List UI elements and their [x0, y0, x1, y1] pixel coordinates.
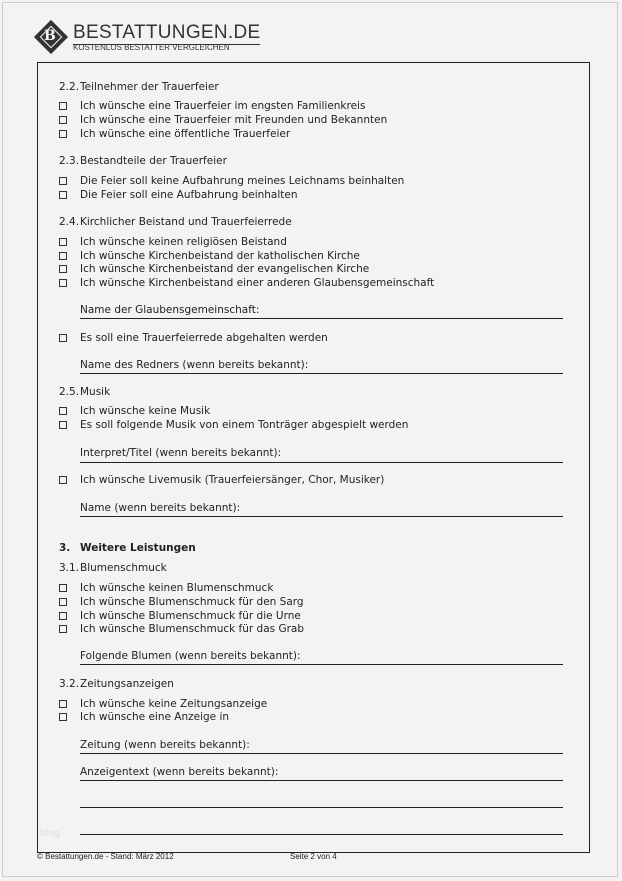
field-label: Interpret/Titel (wenn bereits bekannt): [80, 447, 282, 459]
section-title: Musik [80, 386, 111, 398]
option-label: Ich wünsche Kirchenbeistand der katholischen Kirche [80, 250, 360, 262]
section-title: Weitere Leistungen [80, 542, 196, 554]
option-label: Ich wünsche keine Musik [80, 405, 211, 417]
write-line[interactable] [80, 753, 563, 754]
section-title: Zeitungsanzeigen [80, 678, 174, 690]
section-number: 3. [59, 542, 71, 554]
option-label: Es soll folgende Musik von einem Tonträger abgespielt werden [80, 419, 409, 431]
checkbox[interactable] [59, 279, 67, 287]
write-line[interactable] [80, 516, 563, 517]
option-label: Ich wünsche Kirchenbeistand der evangelischen Kirche [80, 263, 370, 275]
option-label: Die Feier soll keine Aufbahrung meines Leichnams beinhalten [80, 175, 405, 187]
option-label: Ich wünsche Blumenschmuck für die Urne [80, 610, 301, 622]
write-line[interactable] [80, 780, 563, 781]
brand-name: BESTATTUNGEN.DE [73, 22, 261, 43]
write-line[interactable] [80, 807, 563, 808]
option-label: Ich wünsche eine Trauerfeier mit Freunden und Bekannten [80, 114, 388, 126]
section-number: 2.4. [59, 216, 80, 228]
option-label: Ich wünsche Livemusik (Trauerfeiersänger, Chor, Musiker) [80, 474, 385, 486]
checkbox[interactable] [59, 407, 67, 415]
section-number: 2.2. [59, 81, 80, 93]
field-label: Name des Redners (wenn bereits bekannt): [80, 359, 309, 371]
write-line[interactable] [80, 462, 563, 463]
checkbox[interactable] [59, 334, 67, 342]
option-label: Ich wünsche Blumenschmuck für das Grab [80, 623, 305, 635]
section-number: 2.5. [59, 386, 80, 398]
section-number: 3.2. [59, 678, 80, 690]
checkbox[interactable] [59, 598, 67, 606]
checkbox[interactable] [59, 584, 67, 592]
checkbox[interactable] [59, 191, 67, 199]
write-line[interactable] [80, 373, 563, 374]
brand-tagline: KOSTENLOS BESTATTER VERGLEICHEN [73, 43, 230, 52]
option-label: Es soll eine Trauerfeierrede abgehalten werden [80, 332, 328, 344]
field-label: Folgende Blumen (wenn bereits bekannt): [80, 650, 301, 662]
option-label: Ich wünsche eine Trauerfeier im engsten Familienkreis [80, 100, 366, 112]
checkbox[interactable] [59, 116, 67, 124]
write-line[interactable] [80, 834, 563, 835]
checkbox[interactable] [59, 238, 67, 246]
section-number: 3.1. [59, 562, 80, 574]
checkbox[interactable] [59, 625, 67, 633]
option-label: Ich wünsche Kirchenbeistand einer anderen Glaubensgemeinschaft [80, 277, 435, 289]
logo-letter: B [44, 28, 56, 44]
field-label: Name (wenn bereits bekannt): [80, 502, 241, 514]
checkbox[interactable] [59, 265, 67, 273]
checkbox[interactable] [59, 476, 67, 484]
checkbox[interactable] [59, 130, 67, 138]
footer-page-number: Seite 2 von 4 [290, 852, 337, 861]
section-title: Blumenschmuck [80, 562, 167, 574]
option-label: Die Feier soll eine Aufbahrung beinhalten [80, 189, 298, 201]
write-line[interactable] [80, 318, 563, 319]
checkbox[interactable] [59, 177, 67, 185]
option-label: Ich wünsche keine Zeitungsanzeige [80, 698, 268, 710]
checkbox[interactable] [59, 421, 67, 429]
option-label: Ich wünsche eine öffentliche Trauerfeier [80, 128, 291, 140]
checkbox[interactable] [59, 713, 67, 721]
option-label: Ich wünsche eine Anzeige in [80, 711, 230, 723]
watermark: blog [40, 829, 60, 839]
field-label: Name der Glaubensgemeinschaft: [80, 304, 260, 316]
section-title: Bestandteile der Trauerfeier [80, 155, 227, 167]
checkbox[interactable] [59, 252, 67, 260]
write-line[interactable] [80, 664, 563, 665]
checkbox[interactable] [59, 102, 67, 110]
section-title: Teilnehmer der Trauerfeier [80, 81, 219, 93]
field-label: Zeitung (wenn bereits bekannt): [80, 739, 250, 751]
option-label: Ich wünsche keinen religiösen Beistand [80, 236, 287, 248]
section-title: Kirchlicher Beistand und Trauerfeierrede [80, 216, 292, 228]
option-label: Ich wünsche Blumenschmuck für den Sarg [80, 596, 304, 608]
field-label: Anzeigentext (wenn bereits bekannt): [80, 766, 279, 778]
section-number: 2.3. [59, 155, 80, 167]
footer-copyright: © Bestattungen.de - Stand: März 2012 [37, 852, 174, 861]
checkbox[interactable] [59, 612, 67, 620]
checkbox[interactable] [59, 700, 67, 708]
option-label: Ich wünsche keinen Blumenschmuck [80, 582, 274, 594]
